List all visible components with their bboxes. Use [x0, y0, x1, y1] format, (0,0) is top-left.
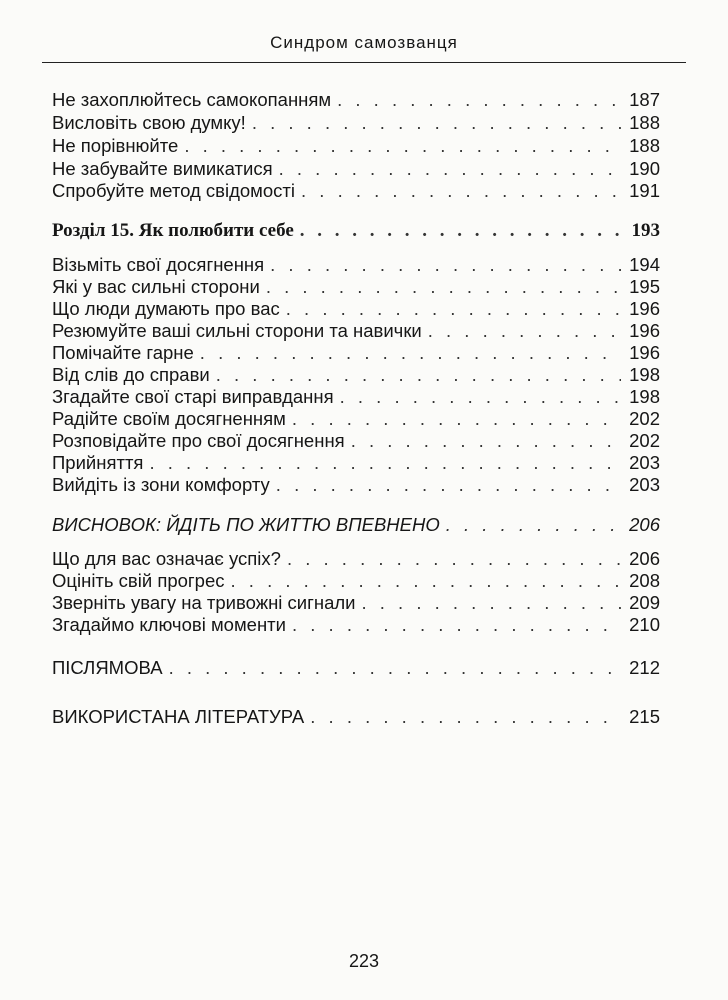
toc-entry-page: 196 [629, 298, 660, 319]
toc-entry-title: ПІСЛЯМОВА [52, 657, 163, 678]
dot-leader [279, 157, 622, 180]
toc-entry-page: 203 [629, 474, 660, 495]
dot-leader [337, 88, 621, 111]
toc-entry-page: 187 [629, 89, 660, 110]
toc-entry-title: Що люди думають про вас [52, 298, 280, 319]
dot-leader [169, 656, 622, 679]
dot-leader [292, 613, 621, 636]
dot-leader [252, 111, 621, 134]
toc-entry-title: Розповідайте про свої досягнення [52, 430, 345, 451]
toc-entry[interactable] [52, 319, 660, 342]
toc-entry-title: Згадайте свої старі виправдання [52, 386, 334, 407]
toc-entry[interactable] [52, 111, 660, 134]
toc-entry-title: Радійте своїм досягненням [52, 408, 286, 429]
toc-entry-title: Оцініть свій прогрес [52, 570, 225, 591]
dot-leader [184, 134, 621, 157]
toc-entry[interactable] [52, 407, 660, 430]
toc-entry-title: Не захоплюйтесь самокопанням [52, 89, 332, 110]
toc-entry-page: 202 [629, 430, 660, 451]
toc-entry-title: Які у вас сильні сторони [52, 276, 260, 297]
dot-leader [300, 219, 624, 242]
toc-entry-page: 190 [629, 158, 660, 179]
toc-entry[interactable] [52, 275, 660, 298]
toc-entry[interactable] [52, 451, 660, 474]
toc-entry-page: 188 [629, 112, 660, 133]
toc-entry[interactable] [52, 547, 660, 570]
toc-entry-references[interactable] [52, 705, 660, 728]
dot-leader [310, 705, 621, 728]
page-number: 223 [348, 951, 380, 971]
toc-entry-page: 215 [629, 706, 660, 727]
dot-leader [301, 179, 621, 202]
toc-entry-title: Що для вас означає успіх? [52, 548, 281, 569]
toc-chapter-entry[interactable] [52, 219, 660, 242]
toc-entry[interactable] [52, 134, 660, 157]
dot-leader [149, 451, 621, 474]
toc-entry[interactable] [52, 385, 660, 408]
toc-entry-page: 203 [629, 452, 660, 473]
toc-entry-page: 198 [629, 386, 660, 407]
toc-entry[interactable] [52, 613, 660, 636]
dot-leader [270, 253, 621, 276]
toc-entry-title: Резюмуйте ваші сильні сторони та навички [52, 320, 422, 341]
toc-entry-title: Прийняття [52, 452, 144, 473]
dot-leader [351, 429, 621, 452]
toc-entry-page: 206 [629, 514, 660, 535]
toc-entry[interactable] [52, 157, 660, 180]
toc-entry-title: Вийдіть із зони комфорту [52, 474, 270, 495]
toc-entry[interactable] [52, 569, 660, 592]
toc-entry-page: 202 [629, 408, 660, 429]
toc-entry-page: 193 [631, 220, 660, 241]
toc-entry-afterword[interactable] [52, 656, 660, 679]
toc-entry-title: Не забувайте вимикатися [52, 158, 273, 179]
toc-entry[interactable] [52, 88, 660, 111]
dot-leader [446, 513, 621, 536]
toc-entry-page: 196 [629, 342, 660, 363]
toc-entry-title: Згадаймо ключові моменти [52, 614, 286, 635]
toc-conclusion-entry[interactable] [52, 513, 660, 536]
toc-entry-page: 191 [629, 180, 660, 201]
toc-entry[interactable] [52, 341, 660, 364]
toc-entry-title: Розділ 15. Як полюбити себе [52, 220, 294, 241]
toc-entry-page: 212 [629, 657, 660, 678]
toc-entry[interactable] [52, 179, 660, 202]
toc-entry-title: Спробуйте метод свідомості [52, 180, 296, 201]
toc-entry[interactable] [52, 473, 660, 496]
toc-entry-title: Висловіть свою думку! [52, 112, 246, 133]
dot-leader [231, 569, 622, 592]
toc-entry-title: Помічайте гарне [52, 342, 194, 363]
dot-leader [428, 319, 621, 342]
dot-leader [287, 547, 621, 570]
dot-leader [276, 473, 621, 496]
toc-entry-page: 198 [629, 364, 660, 385]
toc-entry-title: Не порівнюйте [52, 135, 179, 156]
toc-entry[interactable] [52, 253, 660, 276]
toc-entry-title: ВИКОРИСТАНА ЛІТЕРАТУРА [52, 706, 305, 727]
toc-entry-title: ВИСНОВОК: ЙДІТЬ ПО ЖИТТЮ ВПЕВНЕНО [52, 514, 440, 535]
toc-entry[interactable] [52, 363, 660, 386]
toc-entry-title: Від слів до справи [52, 364, 210, 385]
toc-entry-page: 195 [629, 276, 660, 297]
dot-leader [200, 341, 621, 364]
toc-entry-page: 206 [629, 548, 660, 569]
dot-leader [266, 275, 621, 298]
dot-leader [286, 297, 621, 320]
running-head: Синдром самозванця [270, 33, 458, 52]
toc-entry[interactable] [52, 429, 660, 452]
dot-leader [340, 385, 622, 408]
dot-leader [292, 407, 621, 430]
toc-entry-page: 188 [629, 135, 660, 156]
toc-entry-page: 194 [629, 254, 660, 275]
dot-leader [362, 591, 622, 614]
dot-leader [216, 363, 621, 386]
toc-entry[interactable] [52, 297, 660, 320]
toc-entry-title: Візьміть свої досягнення [52, 254, 265, 275]
toc-entry-page: 209 [629, 592, 660, 613]
header-rule [42, 62, 686, 63]
toc-entry-page: 210 [629, 614, 660, 635]
toc-entry-page: 208 [629, 570, 660, 591]
toc-entry-title: Зверніть увагу на тривожні сигнали [52, 592, 356, 613]
toc-entry[interactable] [52, 591, 660, 614]
toc-entry-page: 196 [629, 320, 660, 341]
